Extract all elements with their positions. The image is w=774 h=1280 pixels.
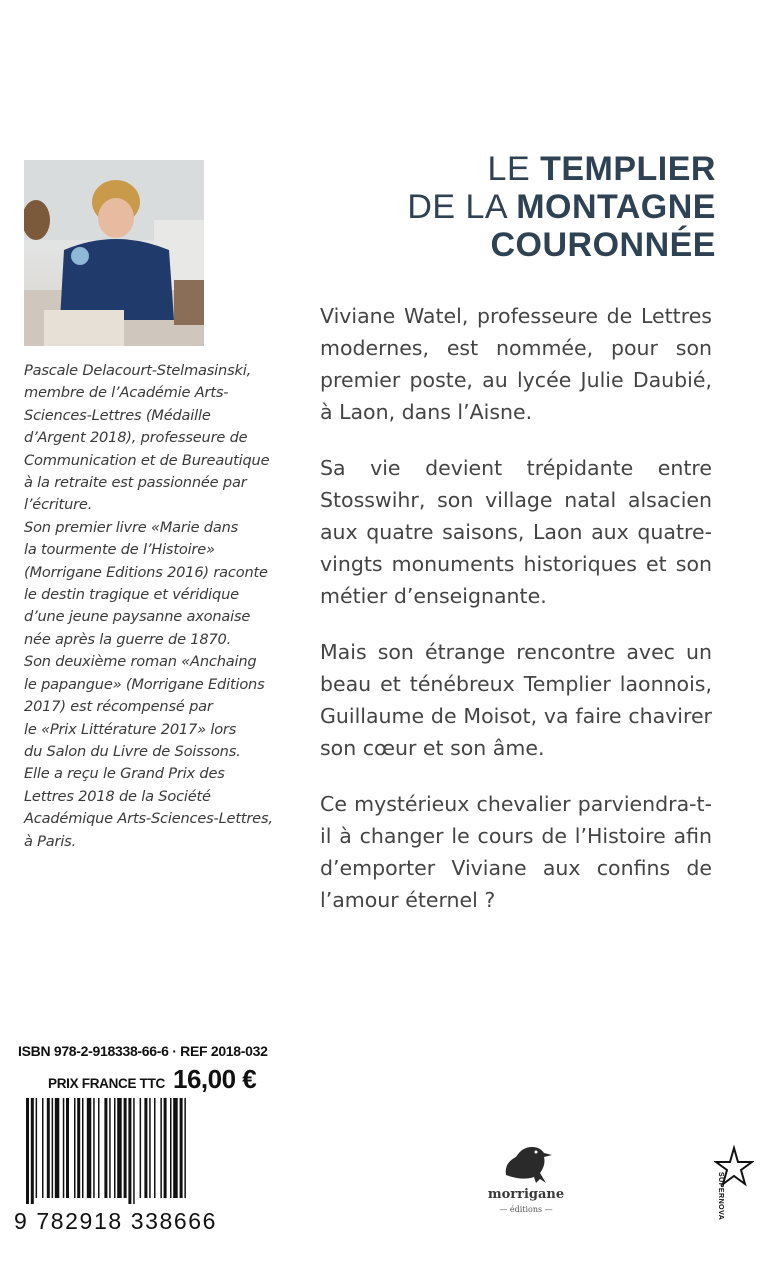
price-label: PRIX FRANCE TTC: [48, 1076, 166, 1091]
barcode-bar: [55, 1098, 60, 1198]
title-line1-b: TEMPLIER: [540, 150, 716, 188]
title-line2-a: DE LA: [407, 188, 517, 226]
barcode-bar: [36, 1098, 38, 1198]
publisher-sub: — éditions —: [499, 1205, 553, 1214]
barcode-bar: [74, 1098, 76, 1198]
summary-paragraph: Sa vie devient trépidante entre Stosswihr, son village natal alsacien aux quatre saisons, Laon aux quatre-vingts monuments historiques et son métier d’enseignante.: [320, 456, 712, 608]
barcode-bar: [184, 1098, 186, 1198]
barcode-bar: [82, 1098, 84, 1198]
isbn-line: ISBN 978-2-918338-66-6 · REF 2018-032: [18, 1043, 268, 1059]
barcode-bar: [128, 1098, 131, 1204]
barcode-bar: [52, 1098, 54, 1198]
barcode-bar: [164, 1098, 167, 1198]
author-bio: Pascale Delacourt-Stelmasinski, membre de l’Académie Arts- Sciences-Lettres (Médaille d’Argent 2018), professeure de Communication et de Bureautique à la retraite est passionnée par l’écriture. Son premier livre «Marie dans la tourmente de l’Histoire» (Morrigane Editions 2016) raconte le destin tragique et véridique d’une jeune paysanne axonaise née après la guerre de 1870. Son deuxième roman «Anchaing le papangue» (Morrigane Editions 2017) est récompensé par le «Prix Littérature 2017» lors du Salon du Livre de Soissons. Elle a reçu le Grand Prix des Lettres 2018 de la Société Académique Arts-Sciences-Lettres, à Paris.: [24, 362, 273, 850]
barcode-bar: [109, 1098, 111, 1198]
title-line3: COURONNÉE: [490, 226, 716, 264]
author-photo: [24, 160, 204, 346]
publisher-name: morrigane: [487, 1187, 565, 1202]
book-summary: [320, 300, 712, 940]
title-line1-a: LE: [487, 150, 541, 188]
barcode-bar: [124, 1098, 127, 1198]
barcode-bar: [144, 1098, 147, 1198]
collection-label: SUPERNOVA: [717, 1172, 724, 1221]
barcode-bar: [180, 1098, 183, 1198]
barcode-bar: [87, 1098, 92, 1198]
barcode-bar: [104, 1098, 107, 1198]
barcode-bar: [114, 1098, 116, 1198]
barcode-bar: [98, 1098, 100, 1198]
barcode-digits: 9 782918 338666: [14, 1208, 218, 1234]
barcode-bar: [47, 1098, 50, 1198]
summary-paragraph: Viviane Watel, professeure de Lettres modernes, est nommée, pour son premier poste, au lycée Julie Daubié, à Laon, dans l’Aisne.: [320, 304, 712, 424]
price-value: 16,00 €: [173, 1064, 257, 1094]
barcode-bar: [63, 1098, 65, 1198]
barcode-bar: [149, 1098, 151, 1198]
barcode: [24, 1098, 236, 1204]
barcode-bar: [42, 1098, 44, 1198]
barcode-bar: [170, 1098, 172, 1198]
book-title: [296, 150, 716, 264]
title-line2-b: MONTAGNE: [516, 188, 716, 226]
barcode-bar: [31, 1098, 34, 1204]
barcode-bar: [160, 1098, 162, 1198]
barcode-bar: [154, 1098, 156, 1198]
barcode-bar: [93, 1098, 95, 1198]
barcode-bar: [173, 1098, 178, 1198]
barcode-bar: [66, 1098, 69, 1198]
price-row: [48, 1064, 256, 1095]
summary-paragraph: Mais son étrange rencontre avec un beau et ténébreux Templier laonnois, Guillaume de Moisot, va faire chavirer son cœur et son âme.: [320, 640, 712, 760]
crow-icon: [486, 1135, 566, 1187]
barcode-bar: [117, 1098, 122, 1198]
barcode-bar: [140, 1098, 142, 1198]
publisher-logo: [486, 1135, 566, 1225]
barcode-bar: [26, 1098, 29, 1204]
summary-paragraph: Ce mystérieux chevalier parviendra-t-il à changer le cours de l’Histoire afin d’emporter Viviane aux confins de l’amour éternel ?: [320, 792, 712, 912]
barcode-bar: [77, 1098, 80, 1198]
barcode-bar: [133, 1098, 135, 1204]
